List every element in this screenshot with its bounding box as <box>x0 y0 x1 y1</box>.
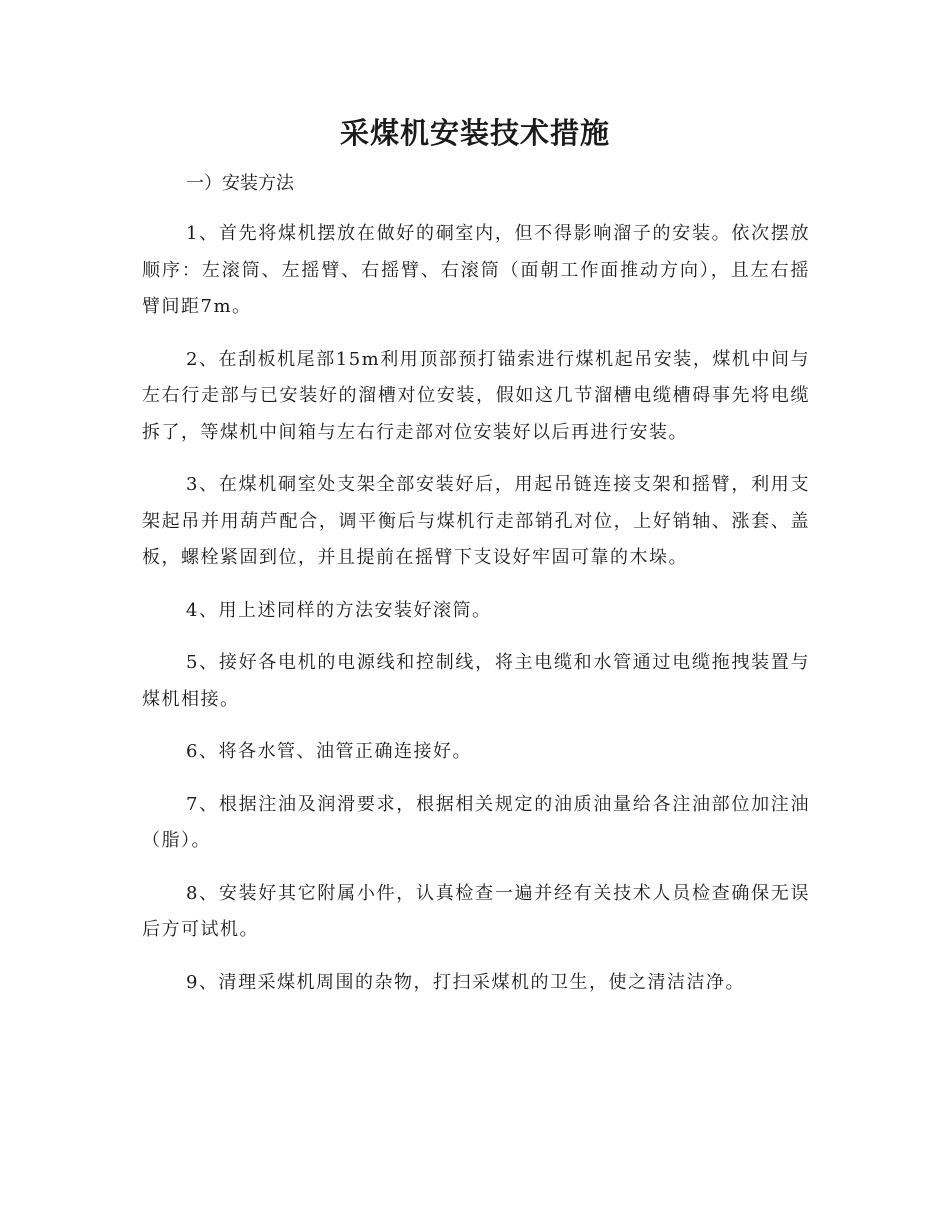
paragraph-2: 2、在刮板机尾部15m利用顶部预打锚索进行煤机起吊安装，煤机中间与左右行走部与已安装好的溜槽对位安装，假如这几节溜槽电缆槽碍事先将电缆拆了，等煤机中间箱与左右行走部对位安装好以后再进行安装。 <box>142 348 810 443</box>
document-title: 采煤机安装技术措施 <box>339 116 610 150</box>
paragraph-7: 7、根据注油及润滑要求，根据相关规定的油质油量给各注油部位加注油（脂）。 <box>142 793 810 851</box>
paragraph-3: 3、在煤机硐室处支架全部安装好后，用起吊链连接支架和摇臂，利用支架起吊并用葫芦配合，调平衡后与煤机行走部销孔对位，上好销轴、涨套、盖板，螺栓紧固到位，并且提前在摇臂下支设好牢固可靠的木垛。 <box>142 474 810 568</box>
section-heading: 一）安装方法 <box>186 173 294 194</box>
paragraph-4: 4、用上述同样的方法安装好滚筒。 <box>186 599 492 621</box>
paragraph-5: 5、接好各电机的电源线和控制线，将主电缆和水管通过电缆拖拽装置与煤机相接。 <box>142 652 810 710</box>
paragraph-1: 1、首先将煤机摆放在做好的硐室内，但不得影响溜子的安装。依次摆放顺序：左滚筒、左摇臂、右摇臂、右滚筒（面朝工作面推动方向），且左右摇臂间距7m。 <box>142 223 810 317</box>
paragraph-9: 9、清理采煤机周围的杂物，打扫采煤机的卫生，使之清洁洁净。 <box>186 971 745 993</box>
document-body <box>142 166 810 1017</box>
paragraph-8: 8、安装好其它附属小件，认真检查一遍并经有关技术人员检查确保无误后方可试机。 <box>142 882 810 940</box>
paragraph-6: 6、将各水管、油管正确连接好。 <box>186 741 472 762</box>
